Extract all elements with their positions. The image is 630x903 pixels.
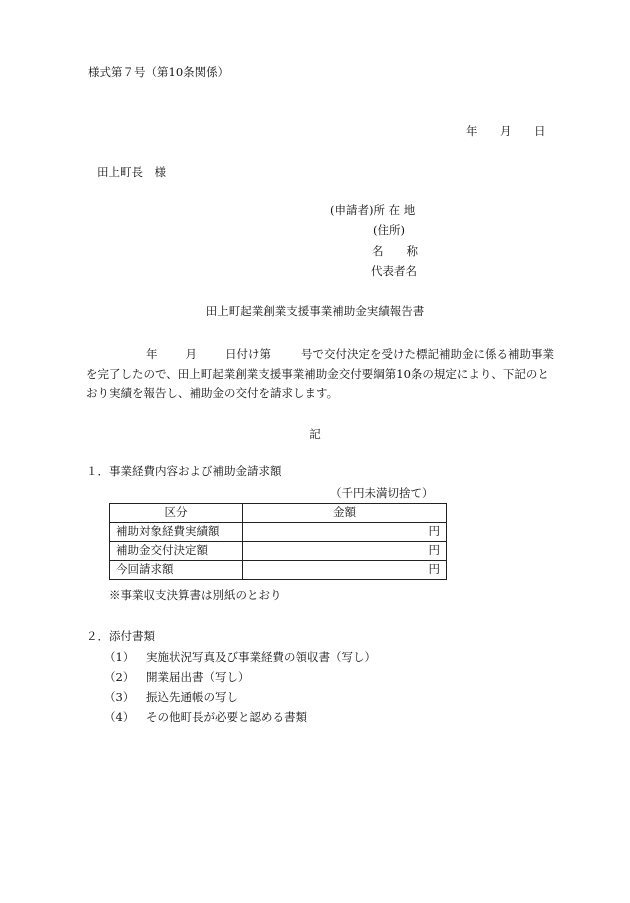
body-year: 年 <box>146 347 158 361</box>
table-header-row <box>110 504 447 523</box>
form-number: 様式第７号（第10条関係） <box>88 65 230 79</box>
unit-note: （千円未満切捨て） <box>330 486 434 500</box>
attachment-item <box>104 652 376 664</box>
date-month: 月 <box>500 124 512 138</box>
date-day: 日 <box>534 124 546 138</box>
row-label: 補助金交付決定額 <box>110 542 243 561</box>
ki-heading: 記 <box>309 427 321 441</box>
row-amount: 円 <box>243 542 447 561</box>
table-footnote: ※事業収支決算書は別紙のとおり <box>109 588 282 602</box>
table-row <box>110 523 447 542</box>
row-amount: 円 <box>243 561 447 580</box>
body-dated: 日付け第 <box>225 347 271 361</box>
applicant-representative-label: 代表者名 <box>371 264 417 278</box>
body-month: 月 <box>185 347 197 361</box>
attachment-item <box>104 712 307 724</box>
applicant-name-label: 名 称 <box>372 244 418 258</box>
addressee: 田上町長 様 <box>97 165 166 179</box>
body-line-2: を完了したので、田上町起業創業支援事業補助金交付要綱第10条の規定により、下記のと <box>86 366 549 381</box>
header-amount: 金額 <box>243 504 447 523</box>
body-paragraph <box>86 345 566 404</box>
attachment-number: （1） <box>104 650 135 664</box>
table-row <box>110 542 447 561</box>
attachment-item <box>104 672 250 684</box>
row-label: 補助対象経費実績額 <box>110 523 243 542</box>
section1-heading: １．事業経費内容および補助金請求額 <box>86 464 282 478</box>
attachment-item <box>104 692 238 704</box>
attachment-number: （4） <box>104 710 135 724</box>
table-row <box>110 561 447 580</box>
header-category: 区分 <box>110 504 243 523</box>
body-line-3: おり実績を報告し、補助金の交付を請求します。 <box>86 386 339 400</box>
attachment-number: （2） <box>104 670 135 684</box>
section2-heading: ２．添付書類 <box>86 629 155 643</box>
body-number-rest: 号で交付決定を受けた標記補助金に係る補助事業 <box>301 347 554 361</box>
amounts-table <box>109 503 447 580</box>
attachment-text: 振込先通帳の写し <box>146 690 238 704</box>
document-title: 田上町起業創業支援事業補助金実績報告書 <box>205 304 425 318</box>
body-line-1 <box>86 345 566 365</box>
attachment-number: （3） <box>104 690 135 704</box>
row-amount: 円 <box>243 523 447 542</box>
row-label: 今回請求額 <box>110 561 243 580</box>
attachment-text: その他町長が必要と認める書類 <box>146 710 307 724</box>
applicant-address-label: (申請者)所 在 地 <box>330 203 416 217</box>
attachment-text: 開業届出書（写し） <box>146 670 250 684</box>
applicant-residence-label: (住所) <box>373 223 405 237</box>
attachment-text: 実施状況写真及び事業経費の領収書（写し） <box>146 650 376 664</box>
date-year: 年 <box>466 124 478 138</box>
date-line <box>466 126 546 138</box>
